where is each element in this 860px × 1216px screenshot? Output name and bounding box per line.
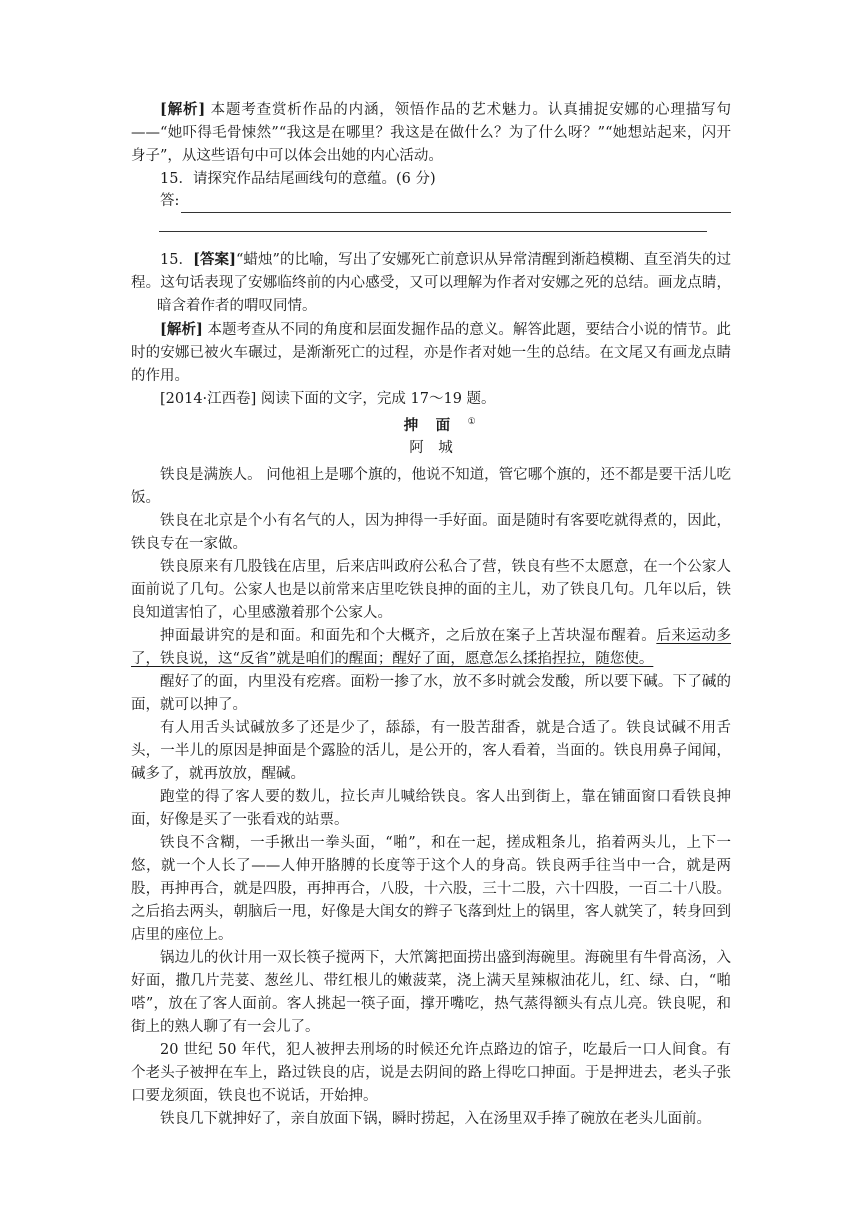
answer-blank-rule <box>181 198 731 213</box>
answer-line <box>131 191 731 213</box>
story-paragraph: 跑堂的得了客人要的数儿，拉长声儿喊给铁良。客人出到街上，靠在铺面窗口看铁良抻面，好像是买了一张看戏的站票。 <box>131 788 731 828</box>
analysis-14 <box>131 98 731 168</box>
story-paragraph: 锅边儿的伙计用一双长筷子搅两下，大笊篱把面捞出盛到海碗里。海碗里有牛骨高汤，入好面，撒几片芫荽、葱丝儿、带红根儿的嫩菠菜，浇上满天星辣椒油花儿，红、绿、白，“啪嗒”，放在了客人面前。客人挑起一筷子面，撑开嘴吃，热气蒸得额头有点儿亮。铁良呢，和街上的熟人聊了有一会儿了。 <box>131 949 731 1035</box>
story-paragraph: 抻面最讲究的是和面。和面先和个大概齐，之后放在案子上苫块湿布醒着。后来运动多了，铁良说，这“反省”就是咱们的醒面；醒好了面，愿意怎么揉掐捏拉，随您使。 <box>131 627 732 667</box>
answer-tag: [答案] <box>193 251 236 268</box>
story-paragraph: 铁良不含糊，一手揪出一拳头面，“啪”，和在一起，搓成粗条儿，掐着两头儿，上下一悠，就一个人长了——人伸开胳膊的长度等于这个人的身高。铁良两手往当中一合，就是两股，再抻再合，就是四股，再抻再合，八股，十六股，三十二股，六十四股，一百二十八股。之后掐去两头，朝脑后一甩，好像是大闺女的辫子飞落到灶上的锅里，客人就笑了，转身回到店里的座位上。 <box>131 834 731 943</box>
analysis-15 <box>131 318 731 388</box>
footnote-marker: ① <box>467 417 476 427</box>
document-page <box>131 96 731 1131</box>
story-paragraph: 铁良原来有几股钱在店里，后来店叫政府公私合了营，铁良有些不太愿意，在一个公家人面前说了几句。公家人也是以前常来店里吃铁良抻的面的主儿，劝了铁良几句。几年以后，铁良知道害怕了，心里感激着那个公家人。 <box>131 558 731 621</box>
story-paragraph: 20 世纪 50 年代，犯人被押去刑场的时候还允许点路边的馆子，吃最后一口人间食。有个老头子被押在车上，路过铁良的店，说是去阴间的路上得吃口抻面。于是押进去，老头子张口要龙须面，铁良也不说话，开始抻。 <box>131 1041 731 1104</box>
analysis-tag: [解析] <box>160 101 206 118</box>
story-title: 抻面① <box>403 416 476 434</box>
story-paragraph: 铁良几下就抻好了，亲自放面下锅，瞬时捞起，入在汤里双手捧了碗放在老头儿面前。 <box>160 1110 711 1127</box>
analysis-text: 本题考查从不同的角度和层面发掘作品的意义。解答此题，要结合小说的情节。此时的安娜已被火车碾过，是渐渐死亡的过程，亦是作者对她一生的总结。在文尾又有画龙点睛的作用。 <box>131 322 731 384</box>
answer-blank-rule-2 <box>159 213 707 232</box>
source-line: [2014·江西卷] 阅读下面的文字，完成 17～19 题。 <box>160 391 496 407</box>
story-paragraph: 铁良在北京是个小有名气的人，因为抻得一手好面。面是随时有客要吃就得煮的，因此，铁良专在一家做。 <box>131 512 731 552</box>
story-paragraph: 醒好了的面，内里没有疙瘩。面粉一掺了水，放不多时就会发酸，所以要下碱。下了碱的面，就可以抻了。 <box>131 673 731 713</box>
story-paragraph: 有人用舌头试碱放多了还是少了，舔舔，有一股苦甜香，就是合适了。铁良试碱不用舌头，一半儿的原因是抻面是个露脸的活儿，是公开的，客人看着，当面的。铁良用鼻子闻闻，碱多了，就再放放，醒碱。 <box>131 719 731 782</box>
underlined-sentence: 后来运动多了，铁良说，这“反省”就是咱们的醒面；醒好了面，愿意怎么揉掐捏拉，随您使。 <box>131 627 732 667</box>
answer-text-a: “蜡烛”的比喻，写出了安娜死亡前意识从异常清醒到渐趋模糊、直至消失的过程。这句话表现了安娜临终前的内心感受，又可以理解为作者对安娜之死的总结。画龙点睛， <box>131 252 731 291</box>
analysis-text: 本题考查赏析作品的内涵，领悟作品的艺术魅力。认真捕捉安娜的心理描写句——“她吓得毛骨悚然”“我这是在哪里？我这是在做什么？为了什么呀？”“她想站起来，闪开身子”，从这些语句中可以体会出她的内心活动。 <box>131 102 731 164</box>
analysis-tag: [解析] <box>160 321 203 338</box>
question-15: 15．请探究作品结尾画线句的意蕴。(6 分) <box>160 171 436 187</box>
answer-label: 答: <box>160 193 180 209</box>
answer-15 <box>131 248 731 318</box>
answer-text-b: 暗含着作者的喟叹同情。 <box>157 298 317 314</box>
story-author: 阿城 <box>409 439 468 456</box>
story-paragraph: 铁良是满族人。 问他祖上是哪个旗的，他说不知道，管它哪个旗的，还不都是要干活儿吃饭。 <box>131 466 731 506</box>
answer-number: 15． <box>160 252 194 268</box>
